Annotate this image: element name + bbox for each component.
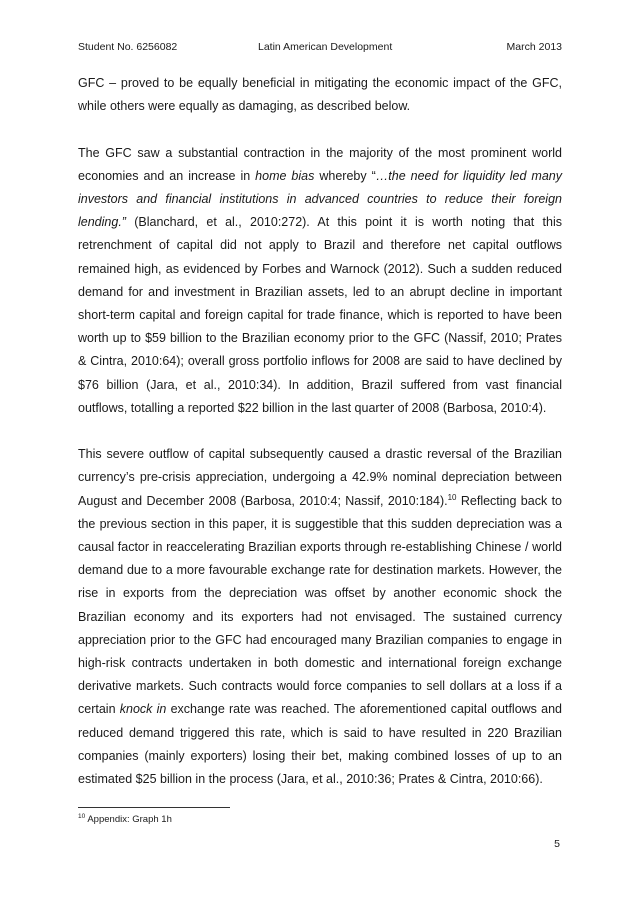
footnote-text: Appendix: Graph 1h [85,814,172,825]
footnote-reference[interactable]: 10 [447,492,457,502]
paragraph-2-part-e: (Blanchard, et al., 2010:272). At this point it is worth noting that this retrenchment of capital did not apply to Brazil and therefore net capital outflows remained high, as evidenced by Forbes and Warnock (2012). Such a sudden reduced demand for and investment in Brazilian assets, led to an abrupt decline in important short-term capital and foreign capital for trade finance, which is reported to have been worth up to $59 billion to the Brazilian economy prior to the GFC (Nassif, 2010; Prates & Cintra, 2010:64); overall gross portfolio inflows for 2008 are said to have declined by $76 billion (Jara, et al., 2010:34). In addition, Brazil suffered from vast financial outflows, totalling a reported $22 billion in the last quarter of 2008 (Barbosa, 2010:4). [78,215,562,415]
paragraph-2-part-a: The GFC saw a substantial contraction in the majority of the most prominent world economies and an increase in [78,145,562,183]
body-text [78,72,562,791]
paragraph-2 [78,142,562,420]
term-knock-in: knock in [119,702,167,717]
paragraph-3-part-b: Reflecting back to the previous section in this paper, it is suggestible that this sudden depreciation was a causal factor in reaccelerating Brazilian exports through re-establishing Chinese / world demand due to a more favourable exchange rate for destination markets. However, the rise in exports from the depreciation was offset by another economic shock the Brazilian economy and its exporters had not envisaged. The sustained currency appreciation prior to the GFC had encouraged many Brazilian companies to engage in high-risk contracts undertaken in both domestic and international foreign exchange derivative markets. Such contracts would force companies to sell dollars at a loss if a certain [78,493,562,717]
paragraph-3 [78,443,562,791]
page-number: 5 [554,838,560,850]
quotation-blanchard: …the need for liquidity led many investors and financial institutions in advanced countries to reduce their foreign lending.” [78,168,562,230]
paragraph-3-part-d: exchange rate was reached. The aforementioned capital outflows and reduced demand triggered this rate, which is said to have resulted in 220 Brazilian companies (mainly exporters) losing their bet, making combined losses of up to an estimated $25 billion in the process (Jara, et al., 2010:36; Prates & Cintra, 2010:66). [78,702,563,787]
footnote-number: 10 [78,813,86,820]
footnote-divider [78,807,230,808]
footnote [78,814,172,825]
header-course-title: Latin American Development [258,41,393,53]
header-date: March 2013 [506,41,562,53]
term-home-bias: home bias [255,168,315,183]
paragraph-1: GFC – proved to be equally beneficial in mitigating the economic impact of the GFC, while others were equally as damaging, as described below. [78,76,562,114]
paragraph-3-part-a: This severe outflow of capital subsequently caused a drastic reversal of the Brazilian currency’s pre-crisis appreciation, undergoing a 42.9% nominal depreciation between August and December 2008 (Barbosa, 2010:4; Nassif, 2010:184). [78,447,562,508]
header-student-number: Student No. 6256082 [78,41,178,53]
page-header [78,41,562,57]
paragraph-2-part-c: whereby “ [314,168,376,183]
